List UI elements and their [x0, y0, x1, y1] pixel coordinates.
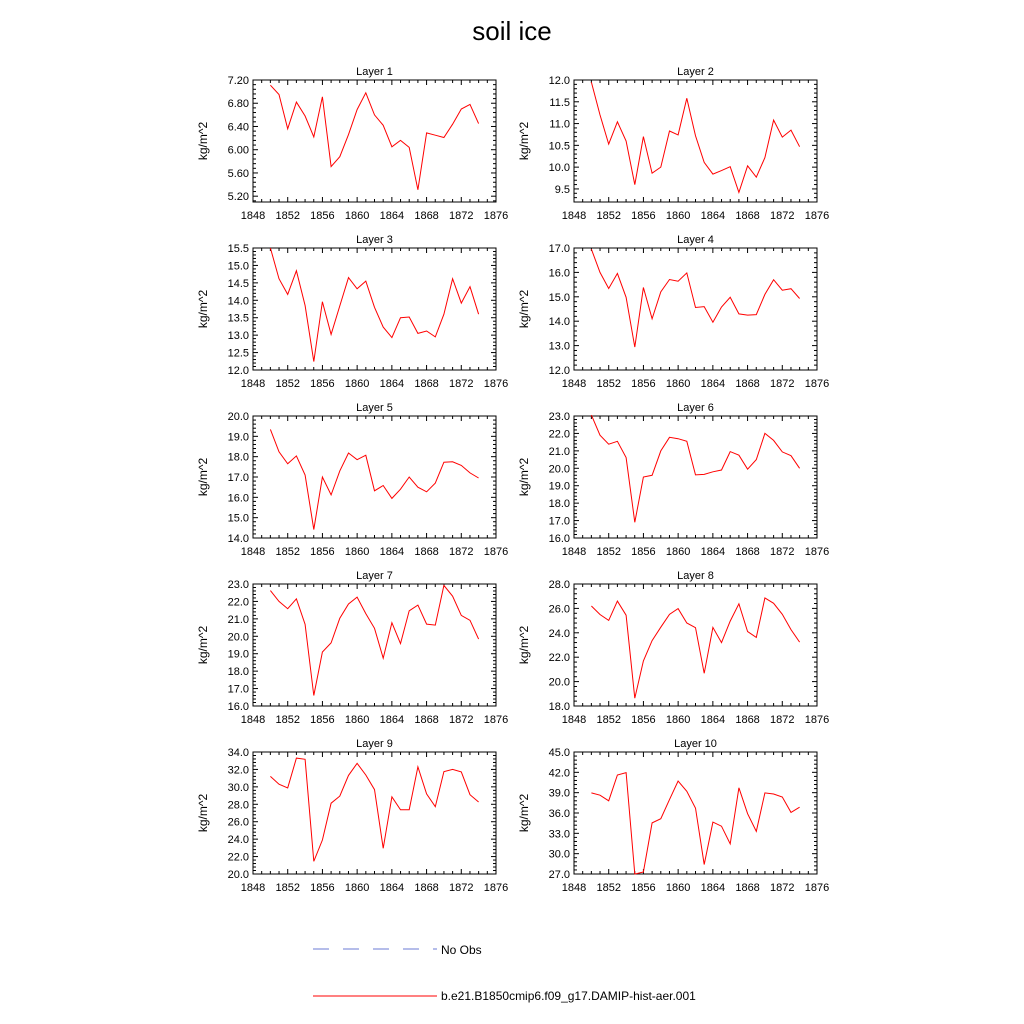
panel-title: Layer 1: [356, 66, 393, 78]
y-tick-label: 22.0: [227, 596, 249, 609]
y-axis-label: kg/m^2: [196, 289, 210, 329]
x-tick-label: 1852: [275, 882, 300, 894]
y-tick-label: 26.0: [548, 603, 570, 616]
panel-layer-10: [517, 738, 829, 894]
x-tick-label: 1848: [240, 546, 266, 558]
series-line: [591, 598, 799, 698]
y-tick-label: 14.0: [227, 295, 249, 308]
panel-layer-1: [196, 66, 508, 222]
panel-layer-3: [196, 234, 508, 390]
y-axis-label: kg/m^2: [517, 625, 531, 665]
panel-layer-2: [517, 66, 829, 222]
y-axis-label: kg/m^2: [517, 121, 531, 161]
plot-frame: [253, 752, 496, 874]
y-tick-label: 30.0: [548, 848, 570, 861]
y-tick-label: 14.5: [227, 277, 249, 290]
x-tick-label: 1876: [483, 546, 509, 558]
y-tick-label: 34.0: [227, 747, 249, 759]
x-tick-label: 1868: [735, 546, 760, 558]
x-tick-label: 1864: [700, 210, 726, 222]
y-tick-label: 20.0: [227, 869, 249, 881]
x-tick-label: 1872: [770, 546, 795, 558]
y-tick-label: 18.0: [548, 498, 570, 511]
panel-layer-5: [196, 402, 508, 558]
x-tick-label: 1872: [449, 546, 474, 558]
y-tick-label: 10.0: [548, 162, 570, 175]
y-tick-label: 28.0: [227, 799, 249, 812]
y-tick-label: 24.0: [548, 627, 570, 640]
x-tick-label: 1876: [483, 378, 509, 390]
y-tick-label: 36.0: [548, 808, 570, 820]
x-tick-label: 1856: [310, 882, 335, 894]
x-tick-label: 1852: [596, 882, 621, 894]
x-tick-label: 1848: [561, 546, 587, 558]
legend: [313, 943, 696, 1003]
y-tick-label: 15.0: [548, 291, 570, 304]
x-tick-label: 1868: [414, 210, 439, 222]
x-tick-label: 1868: [735, 210, 760, 222]
x-tick-label: 1852: [275, 210, 300, 222]
x-tick-label: 1864: [700, 714, 726, 726]
y-tick-label: 17.0: [227, 472, 249, 484]
x-tick-label: 1864: [379, 882, 405, 894]
y-tick-label: 13.5: [227, 312, 249, 325]
series-line: [270, 429, 478, 529]
x-tick-label: 1860: [344, 714, 370, 726]
x-tick-label: 1864: [700, 882, 726, 894]
y-tick-label: 5.60: [227, 167, 249, 180]
y-tick-label: 22.0: [548, 652, 570, 665]
x-tick-label: 1856: [631, 546, 656, 558]
y-axis-label: kg/m^2: [196, 457, 210, 497]
y-axis-label: kg/m^2: [196, 121, 210, 161]
x-tick-label: 1848: [240, 882, 266, 894]
y-tick-label: 11.5: [549, 96, 570, 109]
y-tick-label: 19.0: [227, 648, 249, 661]
x-tick-label: 1876: [483, 882, 509, 894]
y-tick-label: 20.0: [227, 411, 249, 423]
x-tick-label: 1860: [344, 210, 370, 222]
x-tick-label: 1848: [240, 378, 266, 390]
y-tick-label: 19.0: [227, 431, 249, 444]
x-tick-label: 1860: [665, 882, 691, 894]
panel-title: Layer 8: [677, 570, 714, 582]
x-tick-label: 1872: [449, 210, 474, 222]
x-tick-label: 1868: [414, 378, 439, 390]
x-tick-label: 1860: [665, 714, 691, 726]
x-tick-label: 1872: [770, 882, 795, 894]
y-tick-label: 5.20: [227, 191, 249, 204]
x-tick-label: 1860: [344, 546, 370, 558]
y-tick-label: 16.0: [227, 701, 249, 713]
series-line: [270, 248, 478, 362]
y-tick-label: 12.0: [548, 75, 570, 87]
y-tick-label: 24.0: [227, 834, 249, 847]
y-tick-label: 20.0: [227, 631, 249, 644]
y-tick-label: 13.0: [227, 330, 249, 343]
y-tick-label: 45.0: [548, 747, 570, 759]
y-tick-label: 20.0: [548, 676, 570, 689]
x-tick-label: 1852: [596, 714, 621, 726]
x-tick-label: 1848: [561, 714, 587, 726]
plot-frame: [253, 416, 496, 538]
x-tick-label: 1876: [804, 546, 830, 558]
x-tick-label: 1868: [414, 714, 439, 726]
x-tick-label: 1876: [804, 378, 830, 390]
x-tick-label: 1860: [665, 546, 691, 558]
x-tick-label: 1860: [344, 378, 370, 390]
y-tick-label: 9.5: [554, 183, 570, 196]
y-tick-label: 6.80: [227, 98, 249, 111]
panel-title: Layer 9: [356, 738, 393, 750]
y-tick-label: 33.0: [548, 828, 570, 841]
y-tick-label: 12.0: [227, 365, 249, 377]
y-tick-label: 23.0: [227, 579, 249, 591]
panel-layer-6: [517, 402, 829, 558]
series-line: [591, 82, 799, 192]
plot-frame: [574, 80, 817, 202]
y-tick-label: 7.20: [227, 75, 249, 87]
plot-frame: [574, 752, 817, 874]
x-tick-label: 1852: [275, 546, 300, 558]
x-tick-label: 1856: [310, 210, 335, 222]
panel-layer-7: [196, 570, 508, 726]
plot-frame: [574, 248, 817, 370]
y-tick-label: 28.0: [548, 579, 570, 591]
y-tick-label: 26.0: [227, 816, 249, 829]
x-tick-label: 1868: [735, 378, 760, 390]
y-tick-label: 18.0: [227, 451, 249, 464]
series-line: [270, 585, 478, 695]
y-tick-label: 17.0: [548, 243, 570, 255]
panel-title: Layer 2: [677, 66, 714, 78]
x-tick-label: 1864: [379, 210, 405, 222]
x-tick-label: 1860: [665, 378, 691, 390]
x-tick-label: 1868: [735, 882, 760, 894]
x-tick-label: 1872: [449, 882, 474, 894]
series-line: [270, 758, 478, 861]
y-tick-label: 6.00: [227, 144, 249, 157]
plot-frame: [253, 584, 496, 706]
y-axis-label: kg/m^2: [196, 793, 210, 833]
series-line: [591, 773, 799, 874]
x-tick-label: 1872: [770, 210, 795, 222]
x-tick-label: 1856: [310, 546, 335, 558]
panel-layer-9: [196, 738, 508, 894]
y-axis-label: kg/m^2: [196, 625, 210, 665]
panel-title: Layer 10: [674, 738, 717, 750]
x-tick-label: 1848: [561, 882, 587, 894]
x-tick-label: 1852: [596, 546, 621, 558]
y-tick-label: 32.0: [227, 764, 249, 777]
x-tick-label: 1864: [379, 378, 405, 390]
x-tick-label: 1856: [310, 714, 335, 726]
x-tick-label: 1848: [561, 210, 587, 222]
x-tick-label: 1872: [770, 378, 795, 390]
y-tick-label: 23.0: [548, 411, 570, 423]
panel-title: Layer 3: [356, 234, 393, 246]
x-tick-label: 1876: [804, 882, 830, 894]
y-tick-label: 21.0: [227, 613, 249, 626]
x-tick-label: 1848: [240, 714, 266, 726]
series-line: [591, 415, 799, 522]
y-tick-label: 15.5: [227, 243, 249, 255]
y-tick-label: 16.0: [548, 533, 570, 545]
plot-frame: [574, 584, 817, 706]
legend-label-no-obs: No Obs: [441, 943, 482, 957]
y-tick-label: 30.0: [227, 781, 249, 794]
y-tick-label: 18.0: [548, 701, 570, 713]
panel-title: Layer 4: [677, 234, 714, 246]
x-tick-label: 1864: [379, 714, 405, 726]
y-tick-label: 12.5: [227, 347, 249, 360]
y-tick-label: 13.0: [548, 340, 570, 353]
y-axis-label: kg/m^2: [517, 457, 531, 497]
y-tick-label: 18.0: [227, 666, 249, 679]
x-tick-label: 1864: [379, 546, 405, 558]
x-tick-label: 1872: [449, 378, 474, 390]
y-tick-label: 42.0: [548, 767, 570, 780]
panel-title: Layer 7: [356, 570, 393, 582]
y-tick-label: 14.0: [548, 316, 570, 329]
x-tick-label: 1848: [561, 378, 587, 390]
plot-frame: [253, 80, 496, 202]
x-tick-label: 1860: [665, 210, 691, 222]
x-tick-label: 1852: [275, 378, 300, 390]
x-tick-label: 1876: [483, 714, 509, 726]
panel-title: Layer 5: [356, 402, 393, 414]
y-tick-label: 10.5: [548, 140, 570, 153]
chart-title: soil ice: [472, 16, 552, 46]
x-tick-label: 1872: [449, 714, 474, 726]
x-tick-label: 1872: [770, 714, 795, 726]
x-tick-label: 1856: [310, 378, 335, 390]
y-tick-label: 11.0: [549, 118, 570, 131]
y-tick-label: 15.0: [227, 260, 249, 273]
y-tick-label: 22.0: [227, 851, 249, 864]
x-tick-label: 1856: [631, 882, 656, 894]
panel-layer-8: [517, 570, 829, 726]
y-tick-label: 17.0: [548, 515, 570, 528]
x-tick-label: 1868: [735, 714, 760, 726]
y-tick-label: 22.0: [548, 428, 570, 441]
y-axis-label: kg/m^2: [517, 793, 531, 833]
x-tick-label: 1868: [414, 546, 439, 558]
y-tick-label: 20.0: [548, 463, 570, 476]
plot-frame: [253, 248, 496, 370]
y-tick-label: 19.0: [548, 480, 570, 493]
y-tick-label: 6.40: [227, 121, 249, 134]
y-tick-label: 27.0: [548, 869, 570, 881]
x-tick-label: 1860: [344, 882, 370, 894]
series-line: [591, 249, 799, 347]
x-tick-label: 1876: [804, 714, 830, 726]
y-tick-label: 12.0: [548, 365, 570, 377]
panel-layer-4: [517, 234, 829, 390]
x-tick-label: 1852: [596, 378, 621, 390]
y-tick-label: 16.0: [227, 492, 249, 505]
x-tick-label: 1864: [700, 546, 726, 558]
y-tick-label: 14.0: [227, 533, 249, 545]
plot-frame: [574, 416, 817, 538]
x-tick-label: 1876: [483, 210, 509, 222]
x-tick-label: 1848: [240, 210, 266, 222]
x-tick-label: 1852: [596, 210, 621, 222]
y-axis-label: kg/m^2: [517, 289, 531, 329]
series-line: [270, 85, 478, 190]
y-tick-label: 16.0: [548, 267, 570, 280]
y-tick-label: 21.0: [548, 445, 570, 458]
panel-title: Layer 6: [677, 402, 714, 414]
y-tick-label: 15.0: [227, 512, 249, 525]
x-tick-label: 1864: [700, 378, 726, 390]
x-tick-label: 1856: [631, 378, 656, 390]
y-tick-label: 17.0: [227, 683, 249, 696]
x-tick-label: 1856: [631, 714, 656, 726]
x-tick-label: 1868: [414, 882, 439, 894]
x-tick-label: 1852: [275, 714, 300, 726]
x-tick-label: 1856: [631, 210, 656, 222]
x-tick-label: 1876: [804, 210, 830, 222]
y-tick-label: 39.0: [548, 787, 570, 800]
legend-label-model: b.e21.B1850cmip6.f09_g17.DAMIP-hist-aer.001: [441, 989, 696, 1003]
